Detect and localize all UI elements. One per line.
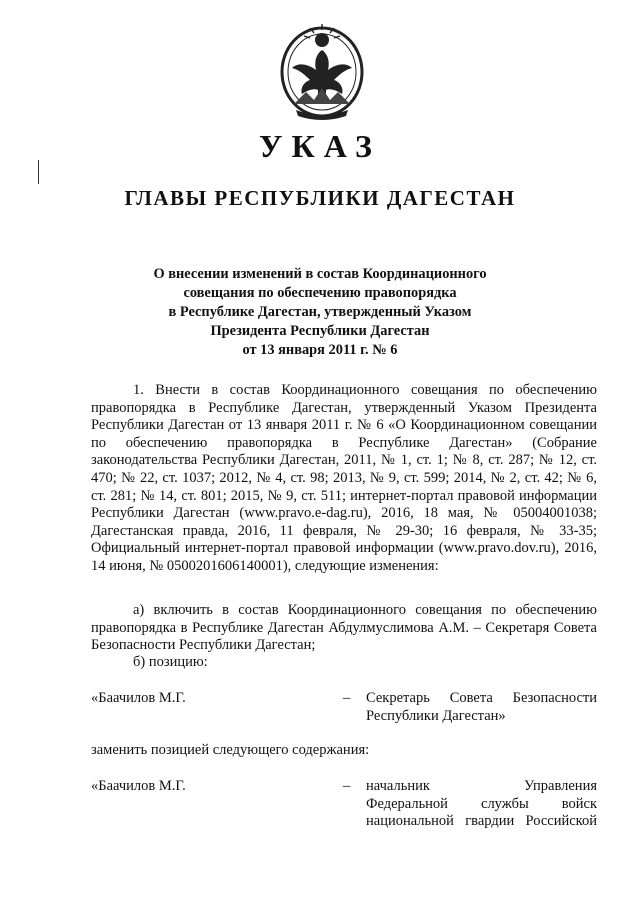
- role-line: Республики Дагестан»: [366, 707, 506, 724]
- person-name: «Баачилов М.Г.: [91, 690, 186, 706]
- dash-separator: –: [343, 778, 351, 794]
- subject-line: в Республике Дагестан, утвержденный Указом: [168, 304, 472, 320]
- coat-of-arms-icon: [274, 18, 370, 122]
- dash-separator: –: [343, 690, 351, 706]
- subject-line: совещания по обеспечению правопорядка: [183, 285, 457, 301]
- person-name: «Баачилов М.Г.: [91, 778, 186, 794]
- role-line: Федеральной службы войск: [366, 795, 597, 812]
- role-line: начальник Управления: [366, 778, 597, 794]
- role-line: национальной гвардии Российской: [366, 813, 597, 830]
- document-subject: [150, 265, 490, 360]
- person-role: [366, 690, 597, 725]
- person-role: [366, 778, 597, 831]
- replace-instruction: заменить позицией следующего содержания:: [91, 742, 370, 758]
- issuer-title: ГЛАВЫ РЕСПУБЛИКИ ДАГЕСТАН: [124, 186, 516, 210]
- subject-line: от 13 января 2011 г. № 6: [242, 342, 398, 358]
- paragraph-2a: а) включить в состав Координационного совещания по обеспечению правопорядка в Республике Дагестан Абдулмуслимова А.М. – Секретаря Совета Безопасности Республики Дагестан;: [91, 602, 597, 654]
- subject-line: Президента Республики Дагестан: [210, 323, 430, 339]
- subject-line: О внесении изменений в состав Координационного: [153, 266, 487, 282]
- role-line: Секретарь Совета Безопасности: [366, 690, 597, 706]
- document-type-title: УКАЗ: [259, 128, 381, 164]
- scan-margin-mark: [38, 160, 39, 184]
- paragraph-2b: б) позицию:: [133, 654, 208, 670]
- paragraph-1: 1. Внести в состав Координационного совещания по обеспечению правопорядка в Республике Дагестан, утвержденный Указом Президента Республики Дагестан от 13 января 2011 г. № 6 «О Координационном совещании по обеспечению правопорядка в Республике Дагестан» (Собрание законодательства Республики Дагестан, 2011, № 1, ст. 1; № 8, ст. 287; № 12, ст. 470; № 22, ст. 1037; 2012, № 4, ст. 98; 2013, № 9, ст. 599; 2014, № 2, ст. 42; № 6, ст. 281; № 14, ст. 801; 2015, № 9, ст. 511; интернет-портал правовой информации Республики Дагестан (www.pravo.e-dag.ru), 2016, 18 мая, № 05004001038; Дагестанская правда, 2016, 11 февраля, № 29-30; 16 февраля, № 33-35; Официальный интернет-портал правовой информации (www.pravo.dov.ru), 2016, 14 июня, № 0500201606140001), следующие изменения:: [91, 382, 597, 574]
